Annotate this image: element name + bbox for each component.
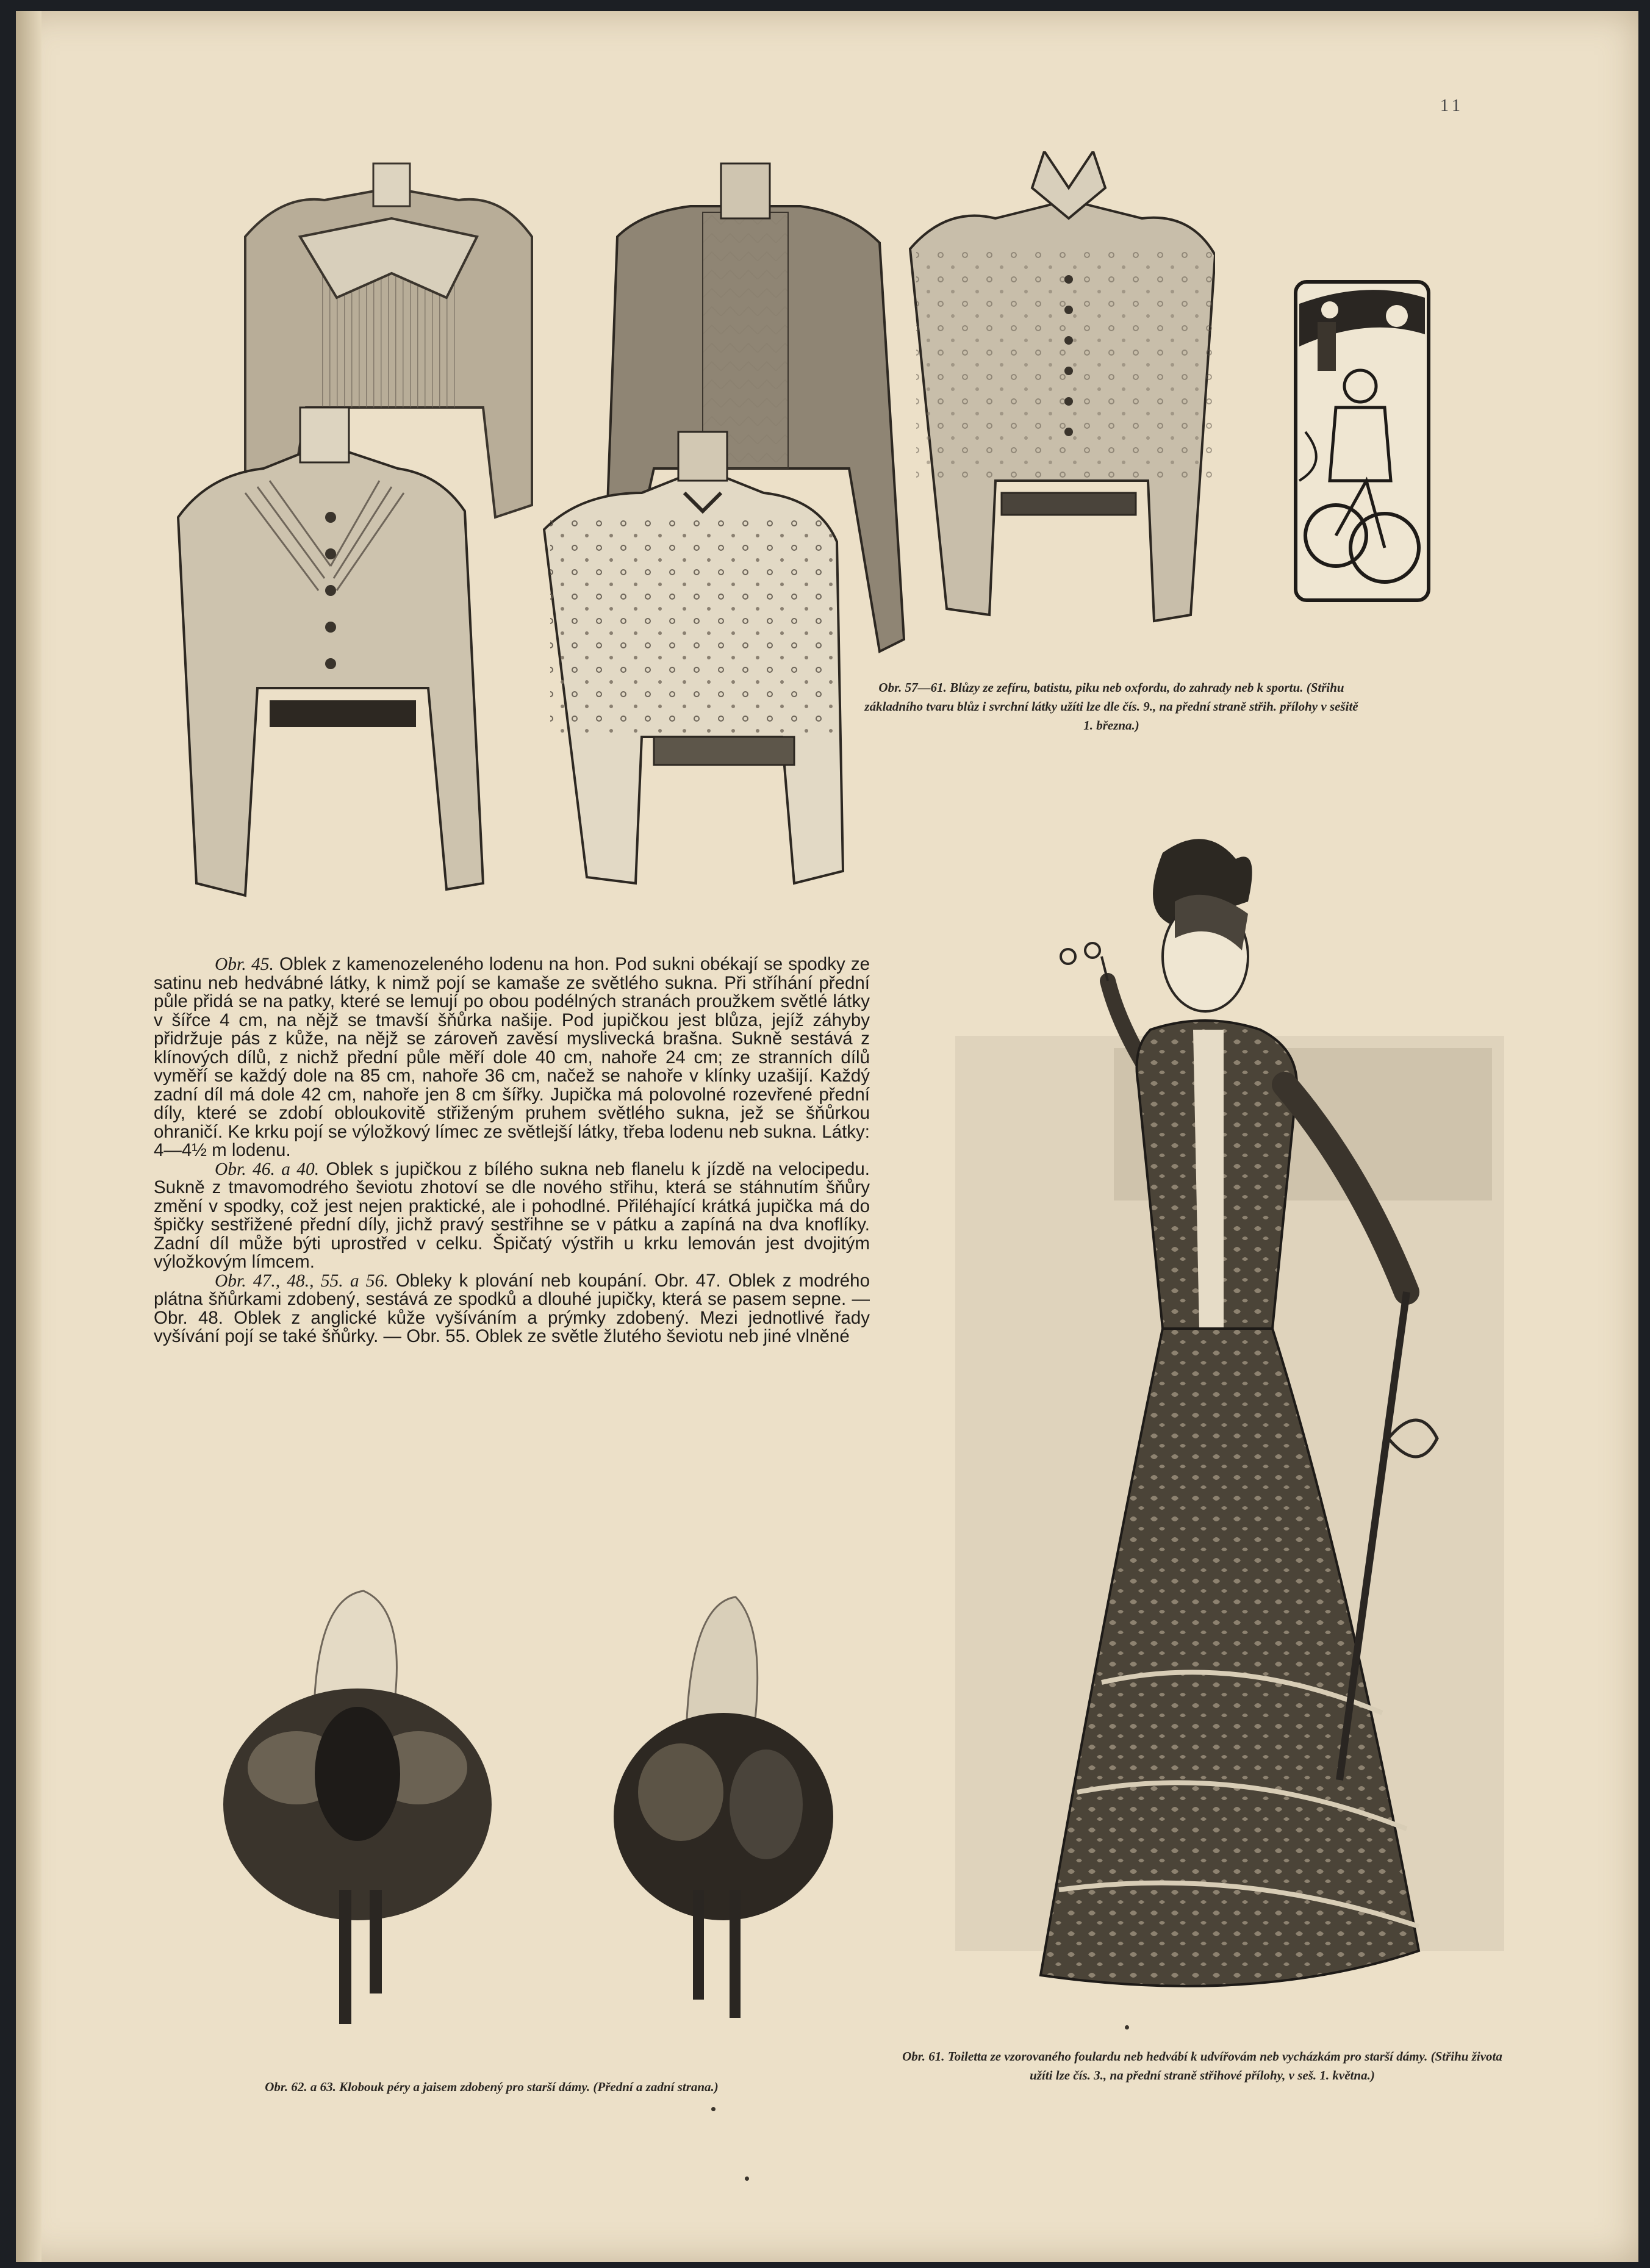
paragraph-text: Obleky k plování neb koupání. Obr. 47. Oblek z modrého plátna šňůrkami zdobený, sestává ze spodků a dlouhé jupičky, která se pasem sepne. — Obr. 48. Oblek z anglické kůže vyšíváním a prýmky zdobený. Mezi jednotlivé řady vyšívání pojí se také šňůrky. — Obr. 55. Oblek ze světle žlutého ševiotu neb jiné vlněné — [154, 1270, 870, 1346]
hats-illustration — [217, 1573, 852, 2048]
paragraph-text: Oblek s jupičkou z bílého sukna neb flanelu k jízdě na velocipedu. Sukně z tmavomodrého ševiotu zhotoví se dle nového střihu, která se stáhnutím šňůry změní v spodky, což jest nejen praktické, ale i pohodlné. Přiléhající krátká jupička má do špičky sestřižené přední díly, jichž pravý sestřihne se v pátku a zapíná na dva knoflíky. Zadní díl může býti uprostřed v celku. Špičatý výstřih u krku lemován jest dvojitým výložkovým límcem. — [154, 1158, 870, 1272]
blouse-dotted — [544, 432, 843, 883]
article-paragraph — [154, 1272, 870, 1346]
hat-back — [614, 1597, 833, 2018]
paragraph-text: Oblek z kamenozeleného lodenu na hon. Pod sukni obékají se spodky ze satinu neb hedvábné látky, k nimž pojí se kamaše ze světlého sukna. Při stříhání přední půle přidá se na patky, které se lemují po obou podélných stranách proužkem světlé látky v šířce 4 cm, na nějž se tmavší šňůrka našije. Pod jupičkou jest blůza, jejíž záhyby přidržuje pás z kůže, na nějž se zároveň zavěsí myslivecká brašna. Sukně sestává z klínových dílů, z nichž přední půle měří dole 40 cm, nahoře 24 cm; ze stranních dílů vyměří se každý dole na 85 cm, nahoře 36 cm, načež se nahoře v klínky uzašijí. Každý zadní díl má dole 42 cm, nahoře jen 8 cm šířky. Jupička má polovolné rozevřené přední díly, které se zdobí obloukovitě střiženým pruhem světlého sukna, jež se šňůrkou ohraničí. Ke krku pojí se výložkový límec ze světlejší látky, třeba lodenu neb sukna. Látky: 4—4½ m lodenu. — [154, 954, 870, 1160]
toilette-illustration — [919, 828, 1523, 2067]
blouses-caption: Obr. 57—61. Blůzy ze zefíru, batistu, piku neb oxfordu, do zahrady neb k sportu. (Střihu základního tvaru blůz i svrchní látky užíti lze dle čís. 9., na přední straně střih. přílohy v sešitě 1. března.) — [864, 680, 1358, 733]
article-paragraph — [154, 1160, 870, 1272]
decorative-dot — [745, 2176, 749, 2181]
toilette-caption: Obr. 61. Toiletta ze vzorovaného foulardu neb hedvábí k udvířovám neb vycházkám pro starší dámy. (Střihu života užíti lze čís. 3., na přední straně střihové přílohy, v seš. 1. května.) — [902, 2049, 1502, 2083]
cyclist-vignette — [1293, 279, 1431, 603]
magazine-page — [16, 11, 1638, 2262]
article-paragraph — [154, 955, 870, 1160]
blouse-belted-right — [910, 151, 1215, 621]
hats-caption: Obr. 62. a 63. Klobouk péry a jaisem zdobený pro starší dámy. (Přední a zadní strana.) — [265, 2080, 719, 2094]
page-number: 11 — [1440, 96, 1464, 115]
blouse-diagonal-pleats — [178, 407, 483, 895]
figure-reference: Obr. 45. — [215, 955, 274, 974]
article-text — [154, 955, 870, 1346]
figure-reference: Obr. 46. a 40. — [215, 1159, 320, 1179]
page-spine — [16, 11, 41, 2262]
decorative-dot — [711, 2107, 716, 2111]
figure-reference: Obr. 47., 48., 55. a 56. — [215, 1271, 389, 1291]
blouses-illustration — [154, 151, 1215, 914]
decorative-dot — [1125, 2025, 1129, 2029]
hat-front — [223, 1591, 492, 2024]
